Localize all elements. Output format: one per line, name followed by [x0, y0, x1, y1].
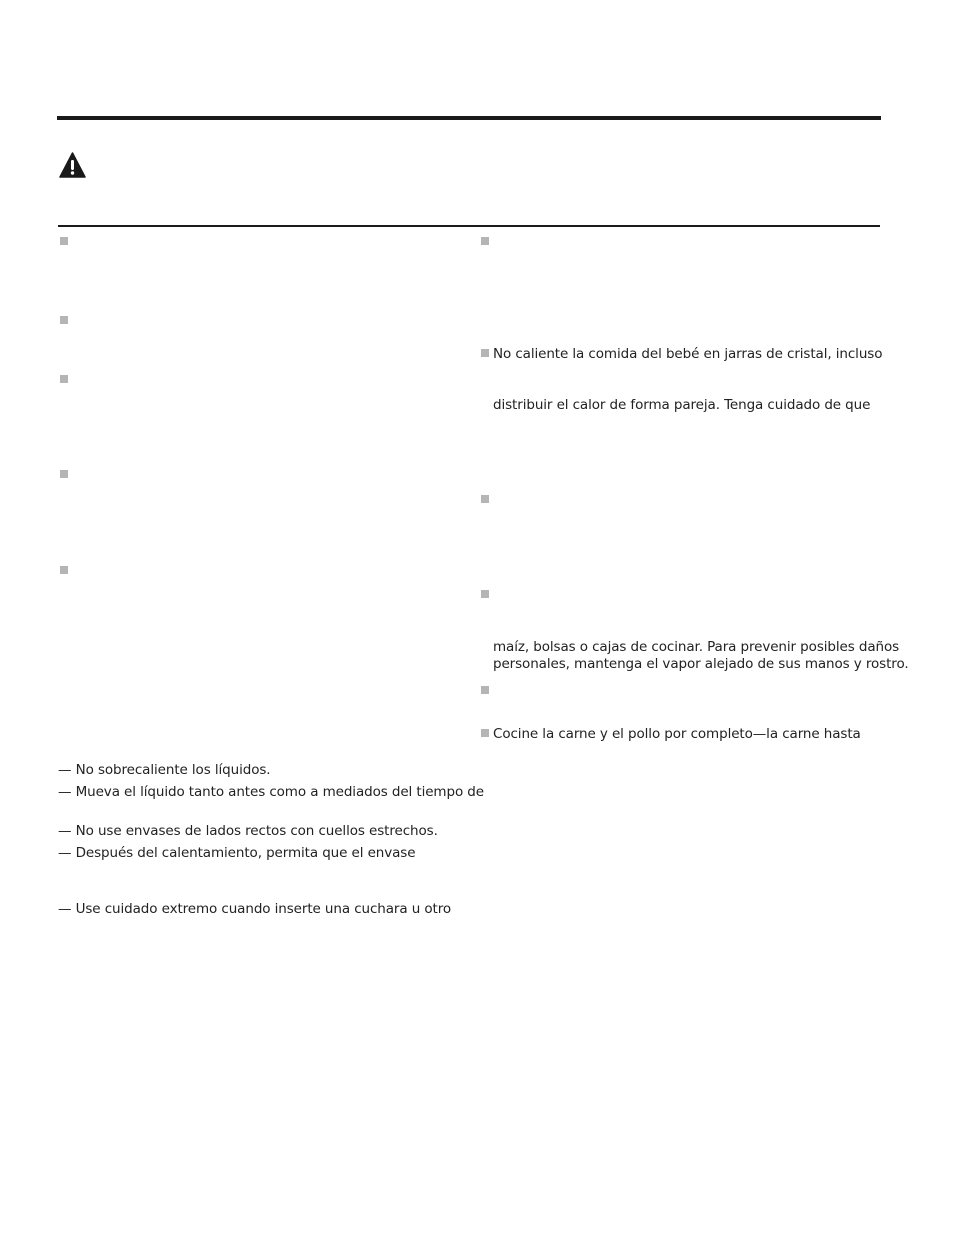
square-bullet-icon — [60, 375, 68, 383]
square-bullet-icon — [481, 349, 489, 357]
dash-item-no-overheat: — No sobrecaliente los líquidos. — [58, 762, 271, 778]
square-bullet-icon — [60, 470, 68, 478]
square-bullet-icon — [60, 566, 68, 574]
dash-item-stir-liquid: — Mueva el líquido tanto antes como a mediados del tiempo de — [58, 784, 484, 800]
cook-meat-warning: Cocine la carne y el pollo por completo—la carne hasta — [493, 726, 861, 742]
popcorn-bags-line-2: personales, mantenga el vapor alejado de sus manos y rostro. — [493, 656, 909, 672]
square-bullet-icon — [60, 237, 68, 245]
square-bullet-icon — [481, 590, 489, 598]
square-bullet-icon — [481, 495, 489, 503]
popcorn-bags-line-1: maíz, bolsas o cajas de cocinar. Para prevenir posibles daños — [493, 639, 900, 655]
baby-food-warning: No caliente la comida del bebé en jarras de cristal, incluso — [493, 346, 883, 362]
square-bullet-icon — [481, 686, 489, 694]
dash-item-spoon-caution: — Use cuidado extremo cuando inserte una cuchara u otro — [58, 901, 452, 917]
section-rule — [58, 225, 880, 227]
square-bullet-icon — [481, 729, 489, 737]
square-bullet-icon — [60, 316, 68, 324]
dash-item-narrow-containers: — No use envases de lados rectos con cuellos estrechos. — [58, 823, 438, 839]
square-bullet-icon — [481, 237, 489, 245]
dash-item-let-stand: — Después del calentamiento, permita que el envase — [58, 845, 416, 861]
baby-food-warning-continued: distribuir el calor de forma pareja. Tenga cuidado de que — [493, 397, 871, 413]
warning-triangle-icon — [59, 152, 86, 178]
top-rule — [57, 116, 881, 120]
